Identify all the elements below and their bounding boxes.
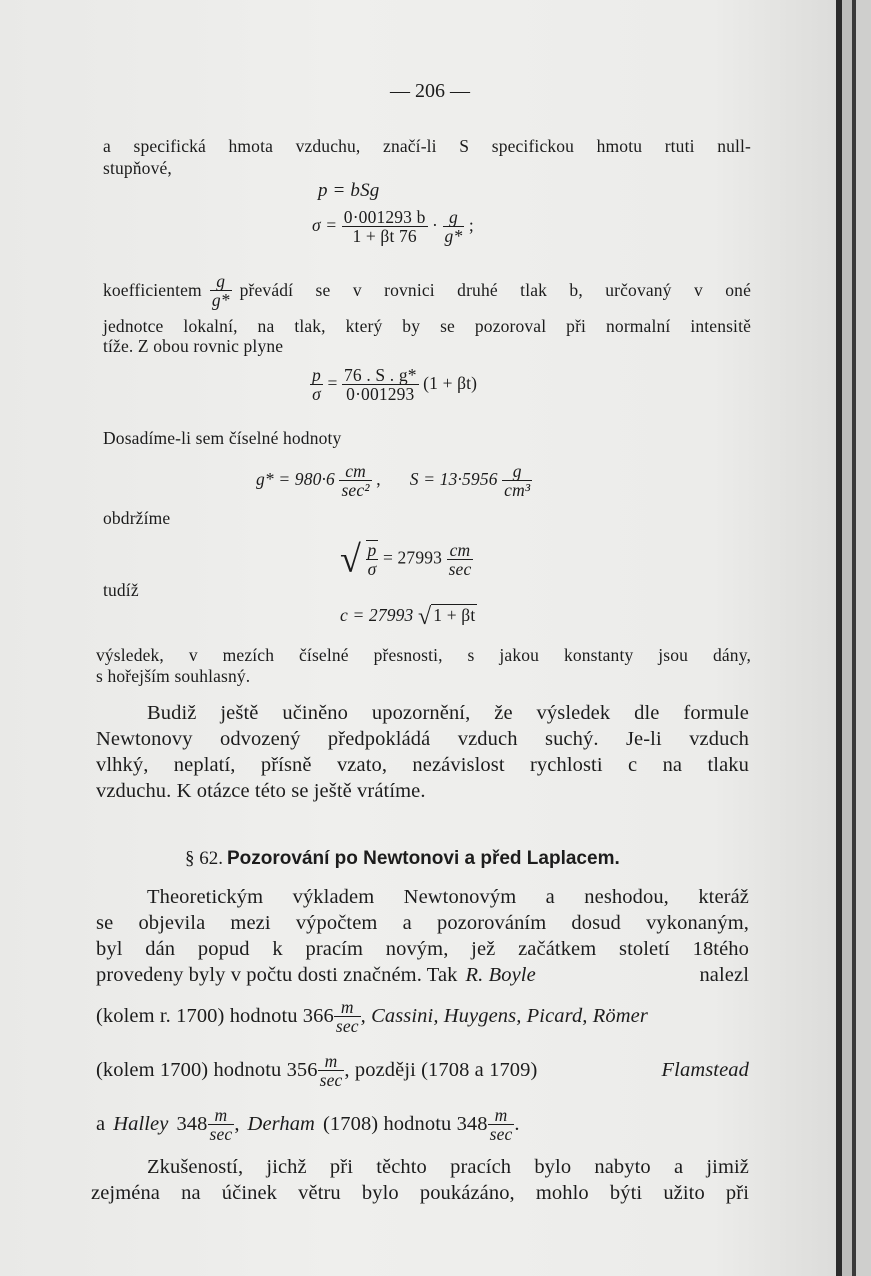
- fraction-numerator: m: [214, 1105, 228, 1125]
- paragraph-line: [96, 1106, 520, 1144]
- fraction-denominator: g*: [444, 226, 463, 247]
- paragraph-text: , později (1708 a 1709): [344, 1059, 538, 1082]
- paragraph-text: ,: [234, 1113, 240, 1136]
- section-number: § 62.: [185, 848, 223, 869]
- fraction-numerator: m: [494, 1105, 508, 1125]
- fraction-numerator: cm: [345, 461, 366, 481]
- fraction: [310, 366, 323, 404]
- equation: [256, 462, 532, 500]
- equation-term: (1 + βt): [423, 372, 478, 393]
- paragraph-line: [96, 1052, 749, 1090]
- fraction: [447, 541, 474, 579]
- equation-lhs: σ =: [312, 214, 338, 235]
- paragraph-line: jednotce lokalní, na tlak, který by se pozoroval při normalní intensitě: [103, 316, 751, 336]
- paragraph-line: výsledek, v mezích číselné přesnosti, s jakou konstanty jsou dány,: [96, 645, 751, 665]
- fraction-numerator: 0·001293 b: [343, 207, 426, 227]
- paragraph-line: [96, 964, 749, 987]
- book-spine: [856, 0, 871, 1276]
- fraction: [342, 366, 419, 404]
- fraction-denominator: σ: [366, 559, 379, 578]
- fraction-numerator: m: [324, 1051, 338, 1071]
- paragraph-line: Dosadíme-li sem číselné hodnoty: [103, 428, 342, 448]
- paragraph-text: provedeny byly v počtu dosti značném. Tak: [96, 964, 458, 986]
- paragraph-line: zejména na účinek větru bylo poukázáno, mohlo býti užito při: [91, 1182, 749, 1204]
- paragraph-line: tíže. Z obou rovnic plyne: [103, 336, 284, 356]
- section-title: Pozorování po Newtonovi a před Laplacem.: [227, 848, 620, 869]
- unit-fraction: [334, 998, 361, 1036]
- paragraph-line: s hořejším souhlasný.: [96, 666, 251, 686]
- equation-lhs: S = 13·5956: [409, 468, 498, 489]
- fraction: [443, 208, 465, 246]
- paragraph-text: převádí se v rovnici druhé tlak b, určovaný v oné: [239, 280, 751, 301]
- equation-term: = 27993: [382, 547, 443, 568]
- person-name: Halley: [113, 1113, 169, 1136]
- paragraph-line: [103, 272, 751, 310]
- equation-operator: =: [327, 372, 338, 393]
- fraction-denominator: sec: [489, 1124, 513, 1145]
- section-heading: [185, 848, 620, 870]
- paragraph-line: Theoretickým výkladem Newtonovým a neshodou, kteráž: [147, 886, 749, 908]
- equation: [340, 540, 473, 579]
- paragraph-line: Budiž ještě učiněno upozornění, že výsledek dle formule: [147, 702, 749, 724]
- fraction-numerator: g: [512, 461, 522, 481]
- paragraph-text: .: [514, 1113, 520, 1136]
- paragraph-line: [96, 998, 749, 1036]
- fraction-numerator: 76 . S . g*: [344, 365, 417, 385]
- fraction: [210, 272, 232, 310]
- radical-sign: √: [340, 538, 362, 581]
- fraction: [366, 540, 379, 579]
- unit-fraction: [318, 1052, 345, 1090]
- fraction-denominator: sec: [335, 1016, 359, 1037]
- person-name: Derham: [247, 1113, 315, 1136]
- fraction-numerator: p: [312, 365, 321, 385]
- equation-lhs: g* = 980·6: [256, 468, 335, 489]
- fraction-numerator: cm: [449, 539, 471, 560]
- paragraph-line: se objevila mezi výpočtem a pozorováním dosud vykonaným,: [96, 912, 749, 934]
- fraction-numerator: p: [367, 540, 377, 560]
- radicand: 1 + βt: [433, 605, 476, 625]
- paragraph-line: a specifická hmota vzduchu, značí-li S specifickou hmotu rtuti null-: [103, 136, 751, 156]
- equation-punctuation: ,: [376, 468, 381, 489]
- paragraph-text: (kolem 1700) hodnotu 356: [96, 1059, 318, 1082]
- paragraph-line: obdržíme: [103, 508, 171, 528]
- fraction-denominator: σ: [310, 384, 323, 403]
- page-number: — 206 —: [390, 80, 470, 102]
- equation-punctuation: ;: [468, 214, 474, 235]
- person-name: Flamstead: [661, 1059, 749, 1082]
- fraction-denominator: cm³: [504, 480, 531, 501]
- paragraph-text: (kolem r. 1700) hodnotu 366: [96, 1005, 334, 1028]
- equation-operator: ·: [432, 214, 439, 235]
- paragraph-line: vzduchu. K otázce této se ještě vrátíme.: [96, 780, 426, 802]
- equation: [340, 604, 477, 629]
- paragraph-line: Zkušeností, jichž při těchto pracích bylo nabyto a jimiž: [147, 1156, 749, 1178]
- fraction-denominator: sec²: [341, 480, 370, 501]
- fraction-denominator: sec: [209, 1124, 233, 1145]
- fraction: [342, 208, 428, 246]
- fraction-denominator: g*: [211, 290, 230, 311]
- paragraph-line: byl dán popud k pracím novým, jež začátkem století 18tého: [96, 938, 749, 960]
- equation-lhs: c = 27993: [340, 605, 414, 625]
- paragraph-line: tudíž: [103, 580, 139, 600]
- value-text: 348: [176, 1113, 208, 1136]
- unit-fraction: [208, 1106, 235, 1144]
- fraction-denominator: sec: [319, 1070, 343, 1091]
- paragraph-text: a: [96, 1113, 106, 1136]
- equation: p = bSg: [318, 180, 380, 201]
- fraction-denominator: sec: [448, 558, 472, 579]
- paragraph-text: nalezl: [699, 964, 749, 986]
- person-name: R. Boyle: [465, 964, 536, 986]
- paragraph-text: koefficientem: [103, 280, 202, 301]
- unit-fraction: [488, 1106, 515, 1144]
- fraction-numerator: g: [449, 207, 458, 227]
- paragraph-line: Newtonovy odvozený předpokládá vzduch suchý. Je-li vzduch: [96, 728, 749, 750]
- equation: [312, 208, 474, 246]
- equation: [310, 366, 477, 404]
- person-names: , Cassini, Huygens, Picard, Römer: [360, 1005, 648, 1028]
- fraction-denominator: 0·001293: [342, 384, 419, 403]
- fraction: [339, 462, 371, 500]
- fraction-numerator: g: [216, 271, 226, 291]
- book-spine: [842, 0, 852, 1276]
- fraction: [502, 462, 532, 500]
- paragraph-line: stupňové,: [103, 158, 172, 178]
- paragraph-text: (1708) hodnotu 348: [322, 1113, 488, 1136]
- fraction-denominator: 1 + βt 76: [342, 226, 428, 245]
- fraction-numerator: m: [340, 997, 354, 1017]
- radical-sign: √: [417, 603, 432, 630]
- paragraph-line: vlhký, neplatí, přísně vzato, nezávislost rychlosti c na tlaku: [96, 754, 749, 776]
